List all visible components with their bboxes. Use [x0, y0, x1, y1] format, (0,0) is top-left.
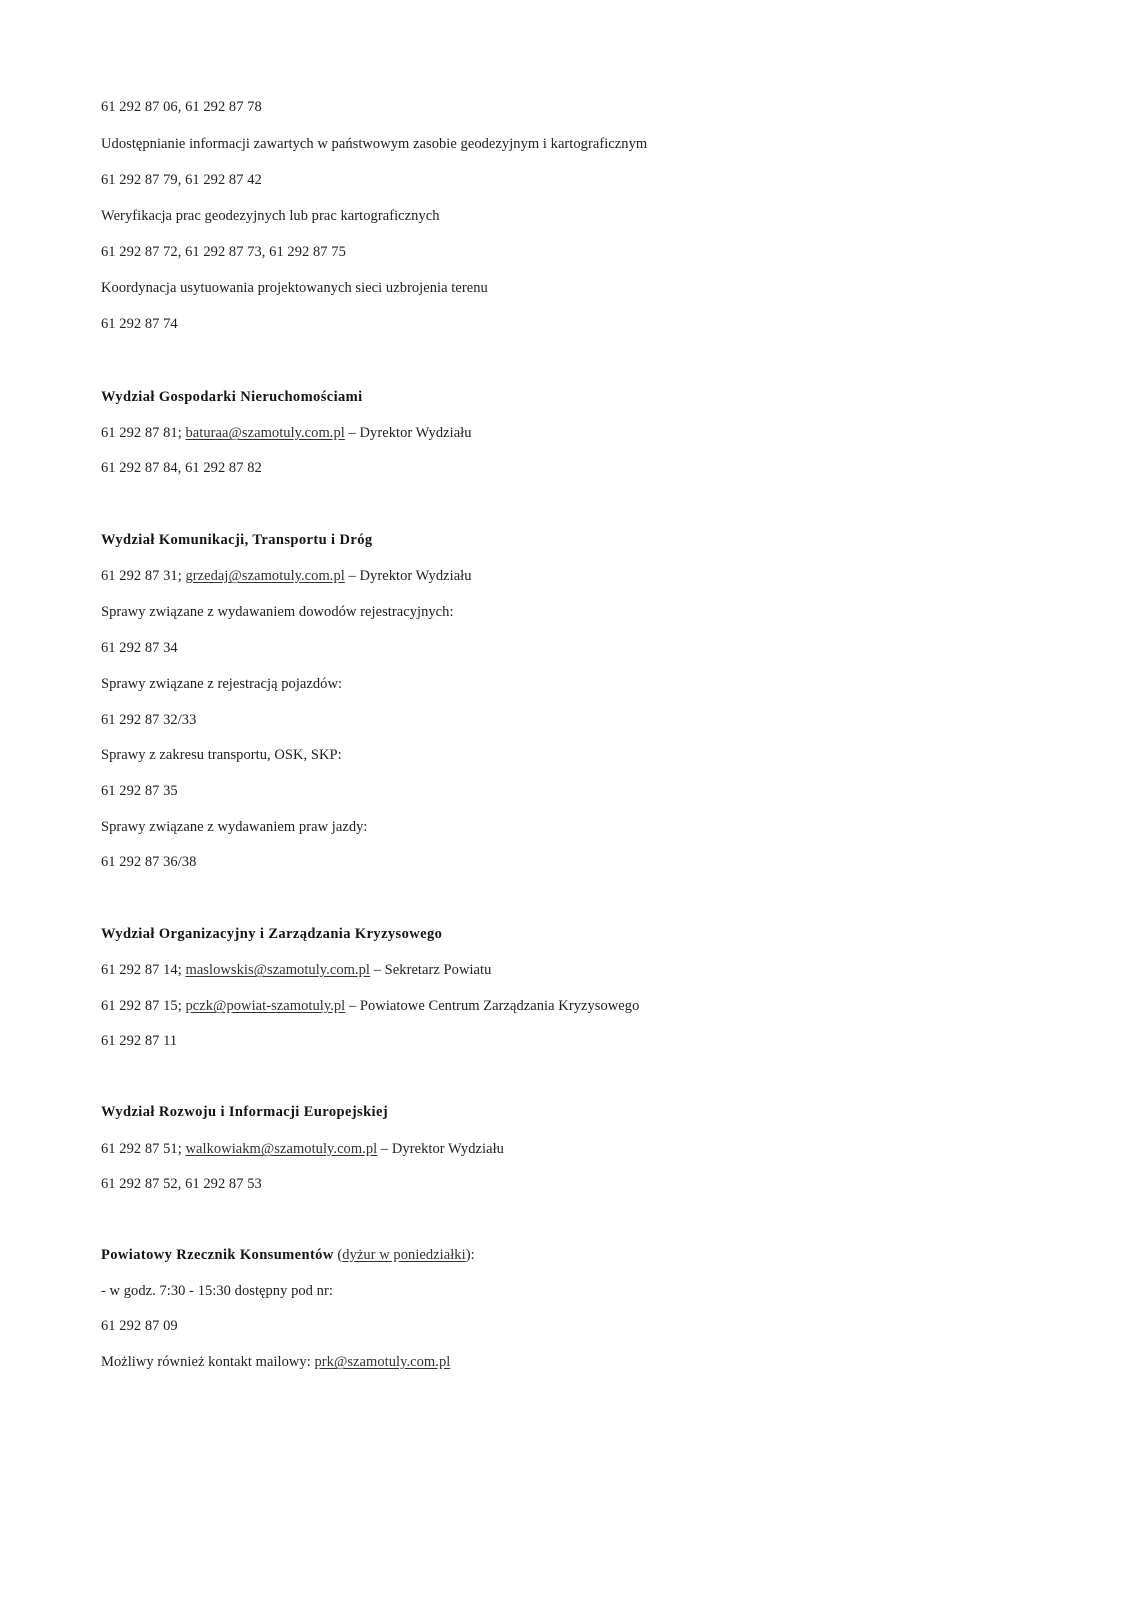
service-line: Udostępnianie informacji zawartych w państwowym zasobie geodezyjnym i kartograficznym	[101, 136, 648, 152]
duty-hours-link[interactable]: dyżur w poniedziałki	[342, 1247, 466, 1263]
director-role: – Dyrektor Wydziału	[344, 425, 472, 441]
pczk-email-link[interactable]: pczk@powiat-szamotuly.pl	[185, 998, 346, 1014]
pczk-role: – Powiatowe Centrum Zarządzania Kryzysowego	[345, 998, 640, 1014]
section-heading-komunikacja: Wydział Komunikacji, Transportu i Dróg	[101, 532, 373, 548]
director-email-link[interactable]: grzedaj@szamotuly.com.pl	[185, 568, 345, 584]
duty-paren-open: (	[333, 1247, 343, 1263]
director-role: – Dyrektor Wydziału	[377, 1141, 504, 1157]
duty-paren-close: ):	[465, 1247, 475, 1263]
service-line: Weryfikacja prac geodezyjnych lub prac kartograficznych	[101, 208, 440, 224]
hours-line: - w godz. 7:30 - 15:30 dostępny pod nr:	[101, 1283, 333, 1299]
director-contact-line	[101, 424, 472, 442]
director-contact-line	[101, 1140, 504, 1158]
topic-label: Sprawy związane z rejestracją pojazdów:	[101, 676, 343, 692]
director-email-link[interactable]: baturaa@szamotuly.com.pl	[185, 425, 345, 441]
topic-phone: 61 292 87 34	[101, 640, 178, 656]
pczk-contact-line	[101, 997, 639, 1015]
secretary-email-link[interactable]: maslowskis@szamotuly.com.pl	[185, 962, 371, 978]
director-email-link[interactable]: walkowiakm@szamotuly.com.pl	[185, 1141, 378, 1157]
topic-label: Sprawy związane z wydawaniem praw jazdy:	[101, 819, 368, 835]
director-role: – Dyrektor Wydziału	[344, 568, 472, 584]
director-contact-line	[101, 567, 472, 585]
ombudsman-email-link[interactable]: prk@szamotuly.com.pl	[314, 1354, 451, 1370]
phone-line: 61 292 87 52, 61 292 87 53	[101, 1176, 262, 1192]
phone-line: 61 292 87 84, 61 292 87 82	[101, 460, 262, 476]
topic-label: Sprawy związane z wydawaniem dowodów rejestracyjnych:	[101, 604, 454, 620]
pczk-phone: 61 292 87 15;	[101, 998, 186, 1014]
phone-line: 61 292 87 06, 61 292 87 78	[101, 99, 262, 115]
service-line: Koordynacja usytuowania projektowanych sieci uzbrojenia terenu	[101, 280, 488, 296]
director-phone: 61 292 87 51;	[101, 1141, 186, 1157]
secretary-contact-line	[101, 961, 491, 979]
section-heading-organizacyjny: Wydział Organizacyjny i Zarządzania Kryzysowego	[101, 926, 443, 942]
secretary-role: – Sekretarz Powiatu	[370, 962, 492, 978]
phone-line: 61 292 87 09	[101, 1318, 178, 1334]
email-contact-line	[101, 1353, 450, 1371]
phone-line: 61 292 87 72, 61 292 87 73, 61 292 87 75	[101, 244, 346, 260]
director-phone: 61 292 87 81;	[101, 425, 186, 441]
section-heading-rzecznik: Powiatowy Rzecznik Konsumentów	[101, 1247, 334, 1263]
topic-phone: 61 292 87 32/33	[101, 712, 197, 728]
topic-phone: 61 292 87 35	[101, 783, 178, 799]
email-label: Możliwy również kontakt mailowy:	[101, 1354, 315, 1370]
topic-phone: 61 292 87 36/38	[101, 854, 197, 870]
phone-line: 61 292 87 11	[101, 1033, 178, 1049]
phone-line: 61 292 87 74	[101, 316, 178, 332]
secretary-phone: 61 292 87 14;	[101, 962, 186, 978]
section-heading-rozwoj: Wydział Rozwoju i Informacji Europejskiej	[101, 1104, 389, 1120]
consumer-ombudsman-heading-line	[101, 1246, 475, 1264]
section-heading-gospodarka: Wydział Gospodarki Nieruchomościami	[101, 389, 363, 405]
topic-label: Sprawy z zakresu transportu, OSK, SKP:	[101, 747, 342, 763]
phone-line: 61 292 87 79, 61 292 87 42	[101, 172, 262, 188]
director-phone: 61 292 87 31;	[101, 568, 186, 584]
